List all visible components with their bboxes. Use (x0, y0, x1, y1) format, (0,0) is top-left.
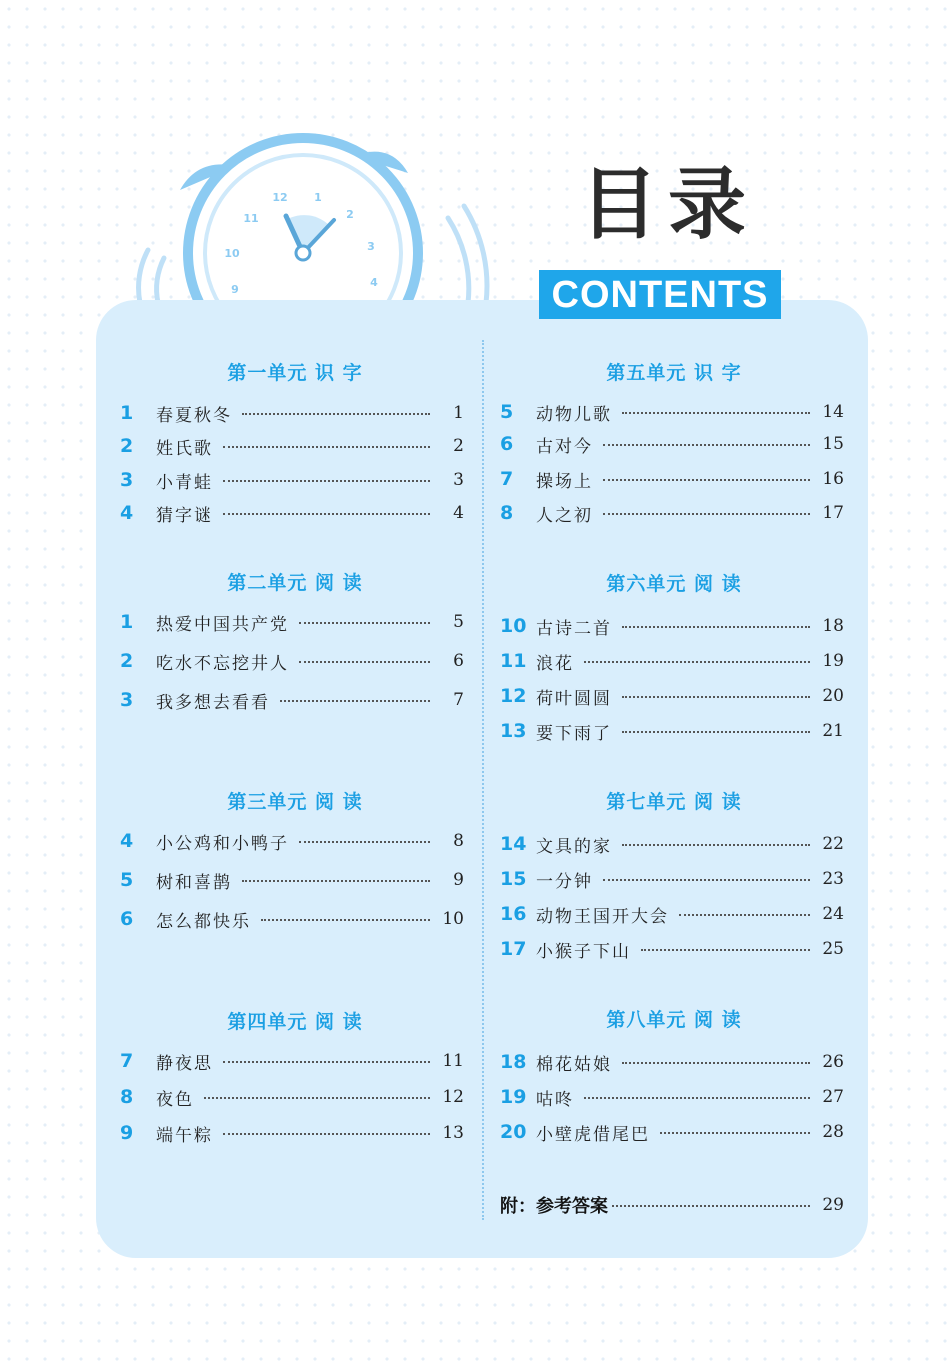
toc-entry[interactable] (500, 499, 844, 527)
unit-header: 第五单元 识 字 (606, 362, 742, 384)
toc-entry[interactable] (500, 830, 844, 858)
dot-leader (280, 700, 430, 702)
page-number: 27 (822, 1087, 844, 1107)
lesson-title: 树和喜鹊 (156, 872, 232, 893)
page-number: 29 (822, 1195, 844, 1215)
page-number: 24 (822, 904, 844, 924)
dot-leader (622, 412, 810, 414)
lesson-title: 小公鸡和小鸭子 (156, 833, 289, 854)
toc-entry[interactable] (120, 1083, 464, 1111)
column-divider (482, 340, 484, 1220)
lesson-number: 20 (500, 1121, 527, 1143)
page-title: 目录 (579, 160, 756, 250)
lesson-number: 13 (500, 720, 527, 742)
dot-leader (584, 1097, 810, 1099)
dot-leader (299, 841, 430, 843)
lesson-title: 怎么都快乐 (156, 911, 251, 932)
page-number: 2 (453, 436, 464, 456)
toc-entry[interactable] (500, 1083, 844, 1111)
lesson-number: 10 (500, 615, 527, 637)
page-number: 26 (822, 1052, 844, 1072)
lesson-title: 浪花 (536, 653, 574, 674)
page-number: 25 (822, 939, 844, 959)
dot-leader (641, 949, 810, 951)
dot-leader (242, 413, 430, 415)
dot-leader (242, 880, 430, 882)
toc-entry[interactable] (120, 686, 464, 714)
unit-header: 第六单元 阅 读 (606, 573, 742, 595)
page-number: 16 (822, 469, 844, 489)
dot-leader (622, 844, 810, 846)
lesson-title: 姓氏歌 (156, 438, 213, 459)
lesson-number: 1 (120, 402, 134, 424)
lesson-title: 小青蛙 (156, 472, 213, 493)
dot-leader (622, 1062, 810, 1064)
page-number: 13 (442, 1123, 464, 1143)
lesson-title: 古对今 (536, 436, 593, 457)
page-number: 9 (453, 870, 464, 890)
page-number: 18 (822, 616, 844, 636)
dot-leader (204, 1097, 430, 1099)
page-number: 3 (453, 470, 464, 490)
toc-entry[interactable] (500, 900, 844, 928)
dot-leader (603, 513, 810, 515)
dot-leader (679, 914, 810, 916)
lesson-title: 静夜思 (156, 1053, 213, 1074)
clock-number: 1 (314, 191, 322, 204)
lesson-title: 一分钟 (536, 871, 593, 892)
toc-entry[interactable] (120, 866, 464, 894)
dot-leader (223, 1133, 430, 1135)
clock-number: 12 (272, 191, 288, 204)
lesson-title: 我多想去看看 (156, 692, 270, 713)
dot-leader (223, 513, 430, 515)
page-number: 12 (442, 1087, 464, 1107)
lesson-number: 5 (120, 869, 134, 891)
toc-entry[interactable] (500, 682, 844, 710)
lesson-title: 文具的家 (536, 836, 612, 857)
page-number: 10 (442, 909, 464, 929)
page-number: 15 (822, 434, 844, 454)
lesson-title: 小猴子下山 (536, 941, 631, 962)
lesson-number: 1 (120, 611, 134, 633)
dot-leader (299, 661, 430, 663)
toc-entry[interactable] (120, 827, 464, 855)
lesson-number: 6 (120, 908, 134, 930)
page-number: 21 (822, 721, 844, 741)
page-number: 1 (453, 403, 464, 423)
lesson-number: 8 (120, 1086, 134, 1108)
dot-leader (622, 626, 810, 628)
lesson-title: 荷叶圆圆 (536, 688, 612, 709)
lesson-number: 4 (120, 830, 134, 852)
lesson-title: 操场上 (536, 471, 593, 492)
page-number: 19 (822, 651, 844, 671)
lesson-title: 吃水不忘挖井人 (156, 653, 289, 674)
contents-subtitle: CONTENTS (539, 270, 781, 319)
lesson-title: 人之初 (536, 505, 593, 526)
page-number: 7 (453, 690, 464, 710)
unit-header: 第八单元 阅 读 (606, 1009, 742, 1031)
lesson-title: 动物儿歌 (536, 404, 612, 425)
lesson-number: 14 (500, 833, 527, 855)
toc-entry[interactable] (120, 1119, 464, 1147)
dot-leader (622, 696, 810, 698)
page-number: 8 (453, 831, 464, 851)
lesson-number: 2 (120, 650, 134, 672)
dot-leader (603, 879, 810, 881)
toc-entry[interactable] (120, 432, 464, 460)
toc-entry[interactable] (500, 717, 844, 745)
lesson-number: 8 (500, 502, 514, 524)
page-number: 20 (822, 686, 844, 706)
page-number: 5 (453, 612, 464, 632)
page-number: 11 (442, 1051, 464, 1071)
unit-header: 第二单元 阅 读 (227, 572, 363, 594)
lesson-number: 4 (120, 502, 134, 524)
toc-entry[interactable] (120, 647, 464, 675)
dot-leader (223, 446, 430, 448)
dot-leader (299, 622, 430, 624)
toc-entry[interactable] (120, 399, 464, 427)
unit-header: 第七单元 阅 读 (606, 791, 742, 813)
toc-entry[interactable] (120, 499, 464, 527)
unit-header: 第四单元 阅 读 (227, 1011, 363, 1033)
toc-entry[interactable] (500, 430, 844, 458)
lesson-title: 端午粽 (156, 1125, 213, 1146)
clock-number: 9 (231, 283, 239, 296)
page-number: 6 (453, 651, 464, 671)
page-number: 23 (822, 869, 844, 889)
lesson-title: 要下雨了 (536, 723, 612, 744)
page-number: 22 (822, 834, 844, 854)
dot-leader (223, 1061, 430, 1063)
appendix-label: 附：参考答案 (500, 1196, 608, 1217)
toc-entry[interactable] (500, 1048, 844, 1076)
clock-number: 4 (370, 276, 378, 289)
lesson-number: 17 (500, 938, 527, 960)
dot-leader (612, 1205, 810, 1207)
clock-number: 11 (243, 212, 259, 225)
dot-leader (603, 444, 810, 446)
clock-number: 10 (224, 247, 240, 260)
lesson-number: 9 (120, 1122, 134, 1144)
lesson-number: 12 (500, 685, 527, 707)
lesson-title: 动物王国开大会 (536, 906, 669, 927)
lesson-number: 19 (500, 1086, 527, 1108)
toc-entry[interactable] (500, 612, 844, 640)
lesson-title: 棉花姑娘 (536, 1054, 612, 1075)
dot-leader (584, 661, 810, 663)
toc-entry[interactable] (120, 608, 464, 636)
toc-entry[interactable] (500, 647, 844, 675)
clock-number: 2 (346, 208, 354, 221)
clock-number: 3 (367, 240, 375, 253)
toc-entry[interactable] (500, 398, 844, 426)
dot-leader (603, 479, 810, 481)
appendix-entry[interactable] (500, 1191, 844, 1219)
page-number: 17 (822, 503, 844, 523)
toc-entry[interactable] (500, 1118, 844, 1146)
toc-entry[interactable] (500, 465, 844, 493)
lesson-title: 夜色 (156, 1089, 194, 1110)
dot-leader (223, 480, 430, 482)
lesson-number: 15 (500, 868, 527, 890)
page-number: 4 (453, 503, 464, 523)
toc-entry[interactable] (120, 1047, 464, 1075)
lesson-title: 猜字谜 (156, 505, 213, 526)
toc-entry[interactable] (500, 865, 844, 893)
lesson-number: 3 (120, 469, 134, 491)
page-number: 28 (822, 1122, 844, 1142)
lesson-title: 春夏秋冬 (156, 405, 232, 426)
lesson-number: 6 (500, 433, 514, 455)
dot-leader (622, 731, 810, 733)
toc-entry[interactable] (120, 466, 464, 494)
lesson-number: 3 (120, 689, 134, 711)
page-number: 14 (822, 402, 844, 422)
lesson-number: 5 (500, 401, 514, 423)
lesson-number: 11 (500, 650, 527, 672)
lesson-number: 16 (500, 903, 527, 925)
toc-entry[interactable] (120, 905, 464, 933)
toc-entry[interactable] (500, 935, 844, 963)
alarm-clock-illustration (118, 118, 498, 318)
lesson-title: 咕咚 (536, 1089, 574, 1110)
lesson-number: 7 (120, 1050, 134, 1072)
dot-leader (261, 919, 430, 921)
unit-header: 第一单元 识 字 (227, 362, 363, 384)
dot-leader (660, 1132, 810, 1134)
lesson-title: 小壁虎借尾巴 (536, 1124, 650, 1145)
lesson-number: 18 (500, 1051, 527, 1073)
lesson-title: 古诗二首 (536, 618, 612, 639)
unit-header: 第三单元 阅 读 (227, 791, 363, 813)
lesson-title: 热爱中国共产党 (156, 614, 289, 635)
lesson-number: 2 (120, 435, 134, 457)
lesson-number: 7 (500, 468, 514, 490)
